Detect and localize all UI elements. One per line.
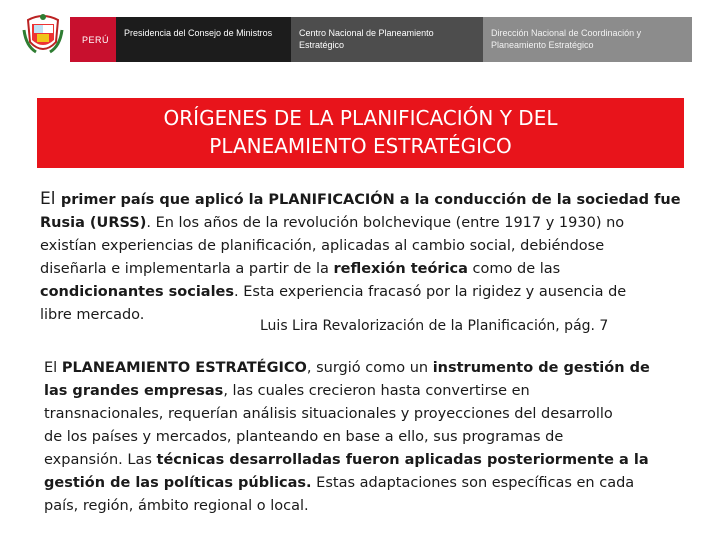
paragraph-planeamiento	[44, 357, 694, 518]
p1-text-5: . Esta experiencia fracasó por la rigidez y ausencia de	[234, 284, 627, 300]
p1-text-4c: como de las	[467, 261, 561, 277]
p2-text-1c: , surgió como un	[306, 360, 433, 376]
p2-bold-6: gestión de las políticas públicas.	[44, 475, 312, 491]
header-ceplan: Centro Nacional de Planeamiento Estratégico	[291, 17, 483, 62]
p1-line-3: existían experiencias de planificación, aplicadas al cambio social, debiéndose	[40, 238, 605, 254]
p2-bold-2: las grandes empresas	[44, 383, 224, 399]
header-pcm: Presidencia del Consejo de Ministros	[116, 17, 291, 62]
header-direccion: Dirección Nacional de Coordinación y Planeamiento Estratégico	[483, 17, 692, 62]
p2-line-5	[44, 449, 694, 472]
p2-text-5a: expansión. Las	[44, 452, 157, 468]
p2-text-1a: El	[44, 360, 62, 376]
country-label: PERÚ	[82, 35, 110, 45]
p1-el: El	[40, 189, 61, 209]
p2-line-4: de los países y mercados, planteando en base a ello, sus programas de	[44, 429, 564, 445]
p2-line-3: transnacionales, requerían análisis situacionales y proyecciones del desarrollo	[44, 406, 613, 422]
header-bar	[0, 0, 720, 62]
p2-text-6: Estas adaptaciones son específicas en cada	[311, 475, 635, 491]
p2-line-1	[44, 357, 694, 380]
p1-line-1	[40, 188, 690, 212]
p2-line-7: país, región, ámbito regional o local.	[44, 498, 309, 514]
p2-line-2	[44, 380, 694, 403]
p2-line-6	[44, 472, 694, 495]
p1-line-6: libre mercado.	[40, 307, 145, 323]
p1-bold-5: condicionantes sociales	[40, 284, 235, 300]
slide-title	[37, 98, 684, 168]
p1-line-2	[40, 212, 690, 235]
title-line-1: ORÍGENES DE LA PLANIFICACIÓN Y DEL	[163, 106, 558, 130]
p1-bold-1: primer país que aplicó la PLANIFICACIÓN a la conducción de la sociedad fue	[60, 192, 681, 208]
title-line-2: PLANEAMIENTO ESTRATÉGICO	[209, 134, 512, 158]
coat-of-arms-icon	[22, 12, 64, 58]
p1-text-2: . En los años de la revolución bolchevique (entre 1917 y 1930) no	[146, 215, 625, 231]
p1-bold-2: Rusia (URSS)	[40, 215, 147, 231]
citation: Luis Lira Revalorización de la Planificación, pág. 7	[260, 318, 609, 334]
p1-line-4	[40, 258, 690, 281]
p2-bold-1b: PLANEAMIENTO ESTRATÉGICO	[61, 360, 307, 376]
paragraph-planificacion	[40, 188, 690, 327]
p1-text-4a: diseñarla e implementarla a partir de la	[40, 261, 334, 277]
country-label-box	[70, 17, 116, 62]
p2-text-2: , las cuales crecieron hasta convertirse en	[223, 383, 530, 399]
p1-line-5	[40, 281, 690, 304]
p2-bold-5: técnicas desarrolladas fueron aplicadas posteriormente a la	[156, 452, 649, 468]
p2-bold-1d: instrumento de gestión de	[432, 360, 650, 376]
p1-bold-4: reflexión teórica	[333, 261, 468, 277]
